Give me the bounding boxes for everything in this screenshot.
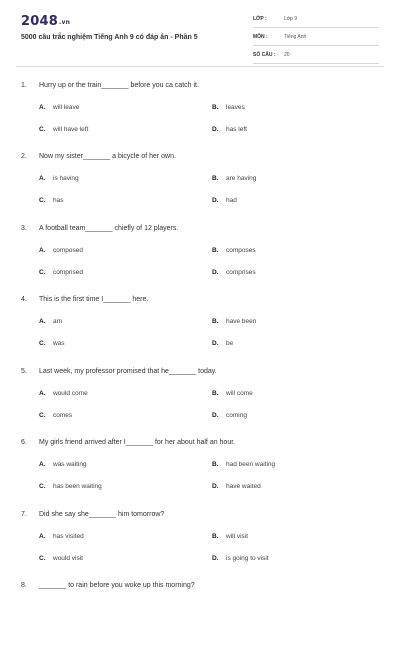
- option-letter: A.: [39, 318, 46, 325]
- option-letter: D.: [212, 555, 219, 562]
- meta-label: SỐ CÂU :: [253, 52, 276, 58]
- option-text: comprised: [53, 269, 83, 276]
- question-text: Hurry up or the train_______ before you ca catch it.: [39, 82, 199, 89]
- option-text: have waited: [226, 483, 261, 490]
- option-text: had been waiting: [226, 461, 276, 468]
- option-text: have been: [226, 318, 257, 325]
- option-letter: A.: [39, 533, 46, 540]
- answer-option-a[interactable]: [39, 461, 87, 468]
- meta-label: LỚP :: [253, 16, 267, 22]
- option-text: will leave: [53, 104, 80, 111]
- answer-option-c[interactable]: [39, 269, 83, 276]
- answer-option-a[interactable]: [39, 104, 79, 111]
- option-text: has visited: [53, 533, 84, 540]
- option-letter: B.: [212, 461, 219, 468]
- option-text: leaves: [226, 104, 245, 111]
- question-item: [0, 149, 400, 219]
- question-text: _______ to rain before you woke up this morning?: [39, 582, 195, 589]
- option-text: is having: [53, 175, 79, 182]
- question-text: Last week, my professor promised that he_______ today.: [39, 368, 217, 375]
- option-text: comprises: [226, 269, 256, 276]
- option-text: has been waiting: [53, 483, 102, 490]
- option-text: am: [53, 318, 63, 325]
- answer-option-b[interactable]: [212, 390, 253, 397]
- meta-grade: [253, 14, 379, 28]
- answer-option-d[interactable]: [212, 412, 247, 419]
- question-number: 3.: [21, 225, 27, 232]
- logo-suffix: .vn: [58, 19, 71, 26]
- question-text: This is the first time I_______ here.: [39, 296, 149, 303]
- option-letter: B.: [212, 318, 219, 325]
- answer-option-a[interactable]: [39, 247, 83, 254]
- option-letter: D.: [212, 269, 219, 276]
- option-letter: A.: [39, 461, 46, 468]
- option-text: coming: [226, 412, 247, 419]
- option-text: has: [53, 197, 64, 204]
- option-letter: C.: [39, 340, 46, 347]
- question-item: [0, 435, 400, 505]
- option-text: composed: [53, 247, 83, 254]
- question-item: [0, 78, 400, 148]
- option-letter: B.: [212, 390, 219, 397]
- option-letter: A.: [39, 175, 46, 182]
- document-title: 5000 câu trắc nghiệm Tiếng Anh 9 có đáp án - Phần 5: [21, 34, 198, 41]
- option-text: was waiting: [53, 461, 87, 468]
- option-letter: A.: [39, 104, 46, 111]
- header-divider: [16, 66, 384, 67]
- answer-option-d[interactable]: [212, 555, 269, 562]
- option-text: will have left: [53, 126, 89, 133]
- logo-text: 2048: [21, 14, 58, 29]
- option-letter: D.: [212, 483, 219, 490]
- answer-option-d[interactable]: [212, 126, 247, 133]
- answer-option-b[interactable]: [212, 318, 256, 325]
- meta-question-count: [253, 50, 379, 64]
- option-letter: C.: [39, 555, 46, 562]
- answer-option-c[interactable]: [39, 340, 65, 347]
- option-letter: B.: [212, 175, 219, 182]
- option-text: was: [53, 340, 65, 347]
- option-text: will visit: [226, 533, 249, 540]
- answer-option-c[interactable]: [39, 126, 88, 133]
- option-text: comes: [53, 412, 73, 419]
- answer-option-b[interactable]: [212, 247, 256, 254]
- question-text: Now my sister_______ a bicycle of her own.: [39, 153, 176, 160]
- answer-option-a[interactable]: [39, 175, 79, 182]
- meta-label: MÔN :: [253, 34, 268, 40]
- option-text: be: [226, 340, 234, 347]
- answer-option-b[interactable]: [212, 175, 256, 182]
- option-letter: D.: [212, 126, 219, 133]
- question-number: 6.: [21, 439, 27, 446]
- document-header: [0, 0, 400, 70]
- question-text: A football team_______ chiefly of 12 players.: [39, 225, 179, 232]
- option-letter: C.: [39, 197, 46, 204]
- option-text: will come: [226, 390, 253, 397]
- question-item: [0, 507, 400, 577]
- question-number: 7.: [21, 511, 27, 518]
- question-number: 2.: [21, 153, 27, 160]
- answer-option-a[interactable]: [39, 318, 62, 325]
- option-letter: C.: [39, 483, 46, 490]
- answer-option-d[interactable]: [212, 269, 256, 276]
- answer-option-c[interactable]: [39, 555, 83, 562]
- meta-value: Lớp 9: [284, 16, 298, 22]
- meta-value: Tiếng Anh: [284, 34, 307, 40]
- answer-option-b[interactable]: [212, 533, 248, 540]
- answer-option-c[interactable]: [39, 412, 72, 419]
- option-text: are having: [226, 175, 257, 182]
- question-number: 1.: [21, 82, 27, 89]
- meta-value: 20: [284, 52, 290, 58]
- answer-option-a[interactable]: [39, 533, 84, 540]
- option-letter: A.: [39, 247, 46, 254]
- option-letter: B.: [212, 104, 219, 111]
- option-letter: B.: [212, 533, 219, 540]
- question-number: 5.: [21, 368, 27, 375]
- question-item: [0, 578, 400, 648]
- answer-option-b[interactable]: [212, 461, 275, 468]
- answer-option-c[interactable]: [39, 483, 102, 490]
- option-letter: C.: [39, 269, 46, 276]
- option-letter: C.: [39, 412, 46, 419]
- option-text: would visit: [53, 555, 83, 562]
- question-item: [0, 364, 400, 434]
- option-letter: B.: [212, 247, 219, 254]
- option-text: has left: [226, 126, 247, 133]
- question-text: Did she say she_______ him tomorrow?: [39, 511, 165, 518]
- option-letter: A.: [39, 390, 46, 397]
- option-text: would come: [53, 390, 88, 397]
- question-text: My girls friend arrived after I_______ for her about half an hour.: [39, 439, 236, 446]
- option-text: composes: [226, 247, 256, 254]
- answer-option-d[interactable]: [212, 340, 233, 347]
- question-number: 4.: [21, 296, 27, 303]
- site-logo[interactable]: [21, 14, 70, 29]
- option-letter: D.: [212, 412, 219, 419]
- option-text: had: [226, 197, 237, 204]
- option-letter: D.: [212, 197, 219, 204]
- meta-subject: [253, 32, 379, 46]
- document-meta: [253, 14, 379, 64]
- question-item: [0, 221, 400, 291]
- option-text: is going to visit: [226, 555, 269, 562]
- answer-option-b[interactable]: [212, 104, 245, 111]
- option-letter: C.: [39, 126, 46, 133]
- answer-option-a[interactable]: [39, 390, 88, 397]
- answer-option-d[interactable]: [212, 197, 237, 204]
- answer-option-d[interactable]: [212, 483, 261, 490]
- answer-option-c[interactable]: [39, 197, 63, 204]
- option-letter: D.: [212, 340, 219, 347]
- question-item: [0, 292, 400, 362]
- question-number: 8.: [21, 582, 27, 589]
